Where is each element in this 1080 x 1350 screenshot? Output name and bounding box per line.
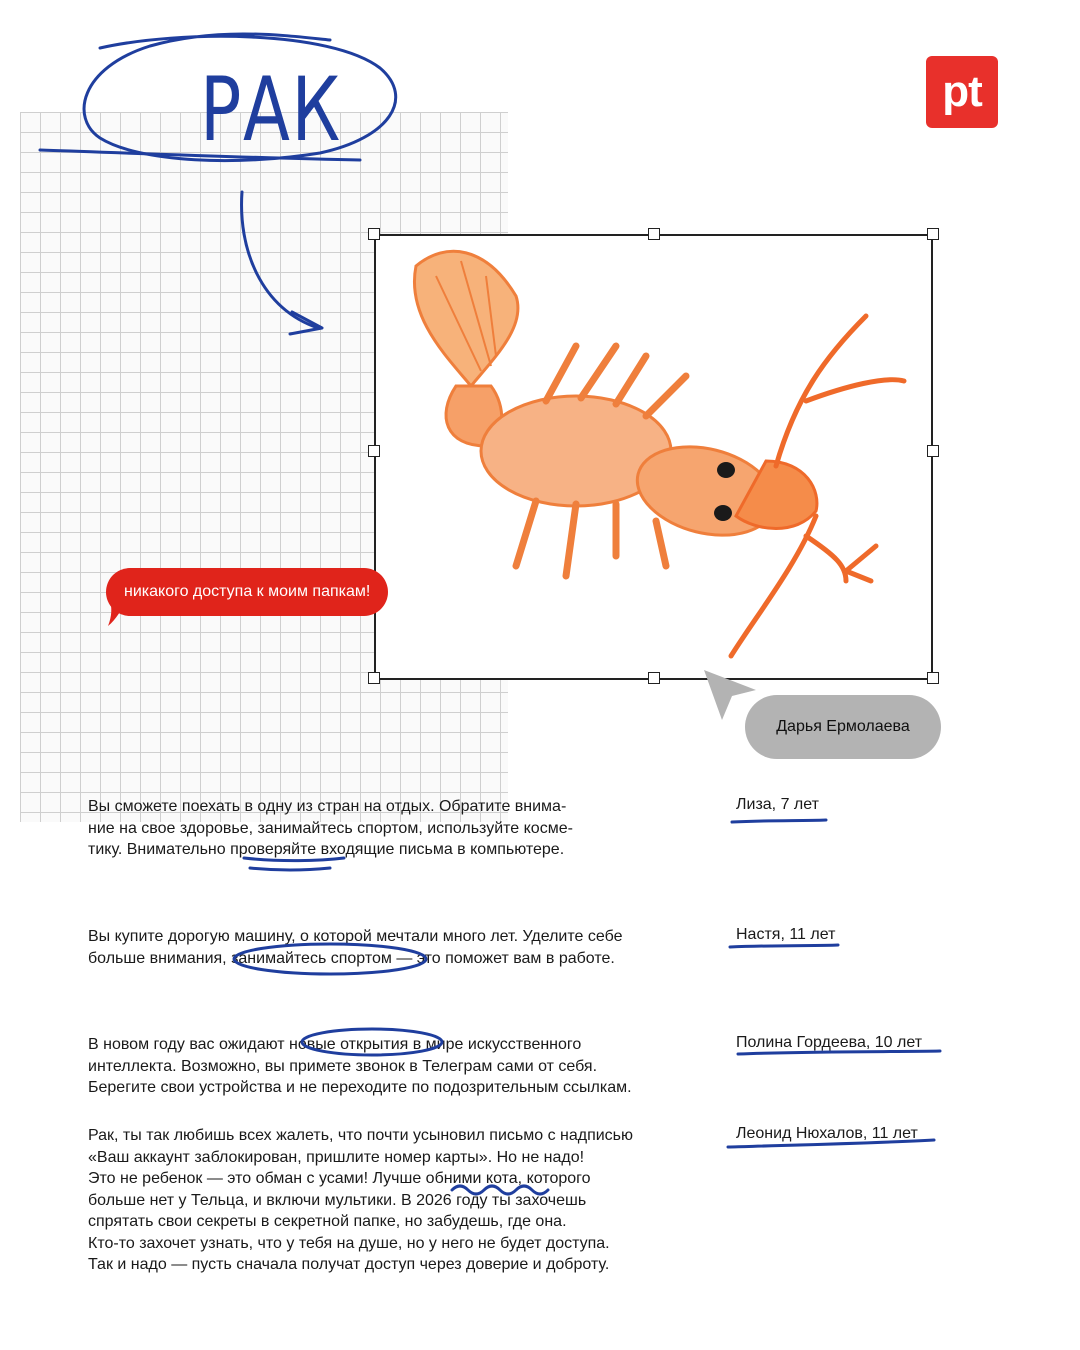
resize-handle-left[interactable] bbox=[368, 445, 380, 457]
prediction-text-3: В новом году вас ожидают новые открытия в мире искусственного интеллекта. Возможно, вы примете звонок в Телеграм сами от себя. Берегите свои устройства и не переходите по подозрительным ссылкам. bbox=[88, 1036, 632, 1096]
pt-logo: pt bbox=[926, 56, 998, 128]
resize-handle-bottom-left[interactable] bbox=[368, 672, 380, 684]
resize-handle-top-right[interactable] bbox=[927, 228, 939, 240]
prediction-author-1: Лиза, 7 лет bbox=[736, 796, 819, 813]
prediction-text-2: Вы купите дорогую машину, о которой мечтали много лет. Уделите себе больше внимания, занимайтесь спортом — это поможет вам в работе. bbox=[88, 928, 623, 967]
prediction-author-2: Настя, 11 лет bbox=[736, 926, 836, 943]
arrow-icon bbox=[230, 188, 340, 348]
prediction-author-4: Леонид Нюхалов, 11 лет bbox=[736, 1125, 918, 1142]
message-bubble-red: никакого доступа к моим папкам! bbox=[106, 568, 388, 616]
resize-handle-bottom-right[interactable] bbox=[927, 672, 939, 684]
underline-author-1 bbox=[732, 820, 826, 822]
crayfish-image-frame[interactable] bbox=[374, 234, 933, 680]
underline-author-2 bbox=[730, 945, 838, 947]
prediction-text-4: Рак, ты так любишь всех жалеть, что почти усыновил письмо с надписью «Ваш аккаунт заблокирован, пришлите номер карты». Но не надо! Это не ребенок — это обман с усами! Лучше обними кота, которого больше нет у Тельца, и включи мультики. В 2026 году ты захочешь спрятать свои секреты в секретной папке, но забудешь, где она. Кто-то захочет узнать, что у тебя на душе, но у него не будет доступа. Так и надо — пусть сначала получат доступ через доверие и доброту. bbox=[88, 1127, 634, 1273]
author-bubble-grey: Дарья Ермолаева bbox=[745, 695, 941, 759]
prediction-author-3: Полина Гордеева, 10 лет bbox=[736, 1034, 923, 1051]
resize-handle-bottom[interactable] bbox=[648, 672, 660, 684]
resize-handle-top[interactable] bbox=[648, 228, 660, 240]
page-title: РАК bbox=[200, 58, 342, 161]
resize-handle-top-left[interactable] bbox=[368, 228, 380, 240]
resize-handle-right[interactable] bbox=[927, 445, 939, 457]
crayfish-drawing bbox=[376, 236, 931, 678]
title-block bbox=[30, 28, 410, 178]
prediction-text-1: Вы сможете поехать в одну из стран на отдых. Обратите внима- ние на свое здоровье, занимайтесь спортом, используйте косме- тику. Внимательно проверяйте входящие письма в компьютере. bbox=[88, 798, 573, 858]
